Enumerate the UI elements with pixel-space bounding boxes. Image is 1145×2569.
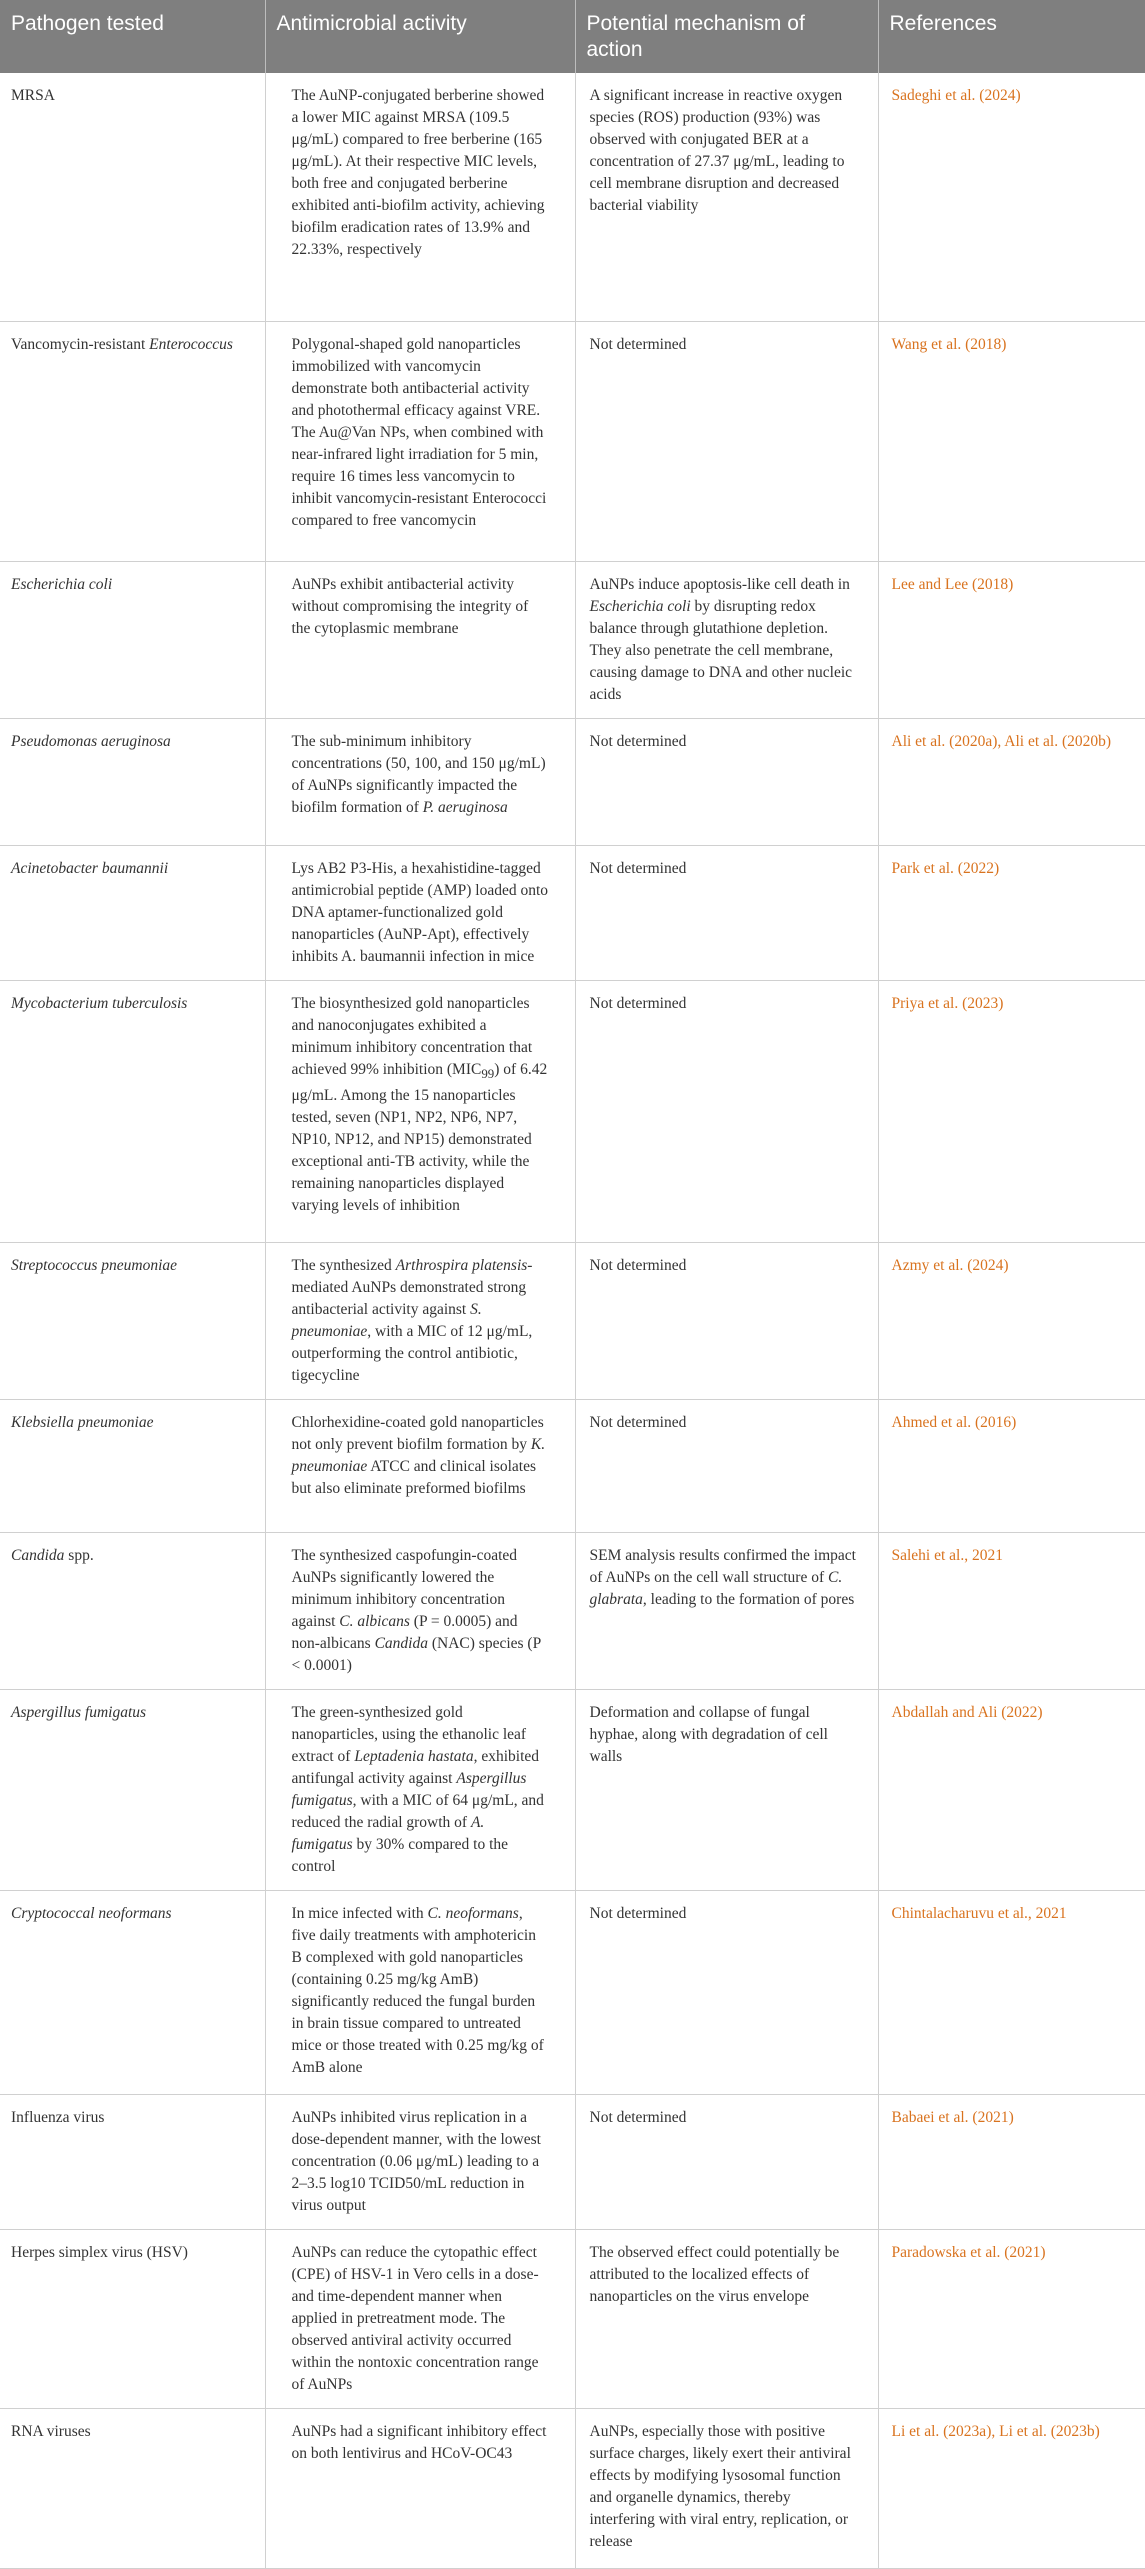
activity-italic: K. pneumoniae: [291, 1435, 546, 1475]
mechanism-cell: Not determined: [575, 718, 878, 845]
mechanism-cell: The observed effect could potentially be attributed to the localized effects of nanoparticles on the virus envelope: [575, 2229, 878, 2408]
table-row: [0, 845, 1145, 980]
reference-cell: [878, 718, 1145, 845]
reference-link[interactable]: Ali et al. (2020b): [1004, 732, 1112, 750]
activity-text: (NAC) species (P < 0.0001): [291, 1634, 541, 1674]
mechanism-cell: AuNPs, especially those with positive surface charges, likely exert their antiviral effects by modifying lysosomal function and organelle dynamics, thereby interfering with viral entry, replication, or release: [575, 2408, 878, 2568]
pathogen-cell: Escherichia coli: [0, 561, 265, 718]
activity-italic: Aspergillus fumigatus: [291, 1769, 527, 1809]
mechanism-text: , leading to the formation of pores: [642, 1590, 855, 1608]
table-row: [0, 561, 1145, 718]
reference-link[interactable]: Li et al. (2023b): [999, 2422, 1100, 2440]
mic-subscript: 99: [481, 1065, 495, 1081]
table-row: [0, 1242, 1145, 1399]
pathogen-cell: Acinetobacter baumannii: [0, 845, 265, 980]
activity-italic: Candida: [374, 1634, 428, 1652]
pathogen-cell: RNA viruses: [0, 2408, 265, 2568]
reference-link[interactable]: Babaei et al. (2021): [891, 2108, 1014, 2126]
activity-text: Chlorhexidine-coated gold nanoparticles not only prevent biofilm formation by: [291, 1413, 544, 1453]
reference-cell: [878, 2229, 1145, 2408]
activity-text: The synthesized caspofungin-coated AuNPs significantly lowered the minimum inhibitory concentration against: [291, 1546, 518, 1630]
reference-cell: [878, 1890, 1145, 2094]
table-row: [0, 980, 1145, 1242]
reference-cell: [878, 321, 1145, 561]
header-references: References: [878, 0, 1145, 73]
mechanism-text: AuNPs induce apoptosis-like cell death in: [589, 575, 850, 593]
pathogen-italic: Candida: [11, 1546, 65, 1564]
header-activity: Antimicrobial activity: [265, 0, 575, 73]
reference-link[interactable]: Salehi et al., 2021: [891, 1546, 1003, 1564]
mechanism-cell: Not determined: [575, 1242, 878, 1399]
pathogen-cell: Herpes simplex virus (HSV): [0, 2229, 265, 2408]
mechanism-cell: Not determined: [575, 321, 878, 561]
activity-cell: Lys AB2 P3-His, a hexahistidine-tagged antimicrobial peptide (AMP) loaded onto DNA aptamer-functionalized gold nanoparticles (AuNP-Apt), effectively inhibits A. baumannii infection in mice: [265, 845, 575, 980]
pathogen-cell: [0, 321, 265, 561]
table-row: [0, 1890, 1145, 2094]
activity-cell: [265, 718, 575, 845]
reference-link[interactable]: Priya et al. (2023): [891, 994, 1004, 1012]
activity-italic: Leptadenia hastata: [354, 1747, 474, 1765]
reference-cell: [878, 1532, 1145, 1689]
activity-cell: AuNPs inhibited virus replication in a dose-dependent manner, with the lowest concentration (0.06 μg/mL) leading to a 2–3.5 log10 TCID50/mL reduction in virus output: [265, 2094, 575, 2229]
table-header-row: [0, 0, 1145, 73]
activity-cell: Polygonal-shaped gold nanoparticles immobilized with vancomycin demonstrate both antibacterial activity and photothermal efficacy against VRE. The Au@Van NPs, when combined with near-infrared light irradiation for 5 min, require 16 times less vancomycin to inhibit vancomycin-resistant Enterococci compared to free vancomycin: [265, 321, 575, 561]
activity-text: by 30% compared to the control: [291, 1835, 509, 1875]
table-row: [0, 2094, 1145, 2229]
activity-cell: [265, 1532, 575, 1689]
activity-cell: [265, 1689, 575, 1890]
reference-link[interactable]: Paradowska et al. (2021): [891, 2243, 1046, 2261]
activity-text: , with a MIC of 12 μg/mL, outperforming the control antibiotic, tigecycline: [291, 1322, 533, 1384]
activity-text: ATCC and clinical isolates but also eliminate preformed biofilms: [291, 1457, 537, 1497]
activity-text: , exhibited antifungal activity against: [291, 1747, 540, 1787]
activity-text: ) of 6.42 μg/mL. Among the 15 nanoparticles tested, seven (NP1, NP2, NP6, NP7, NP10, NP12, and NP15) demonstrated exceptional anti-TB activity, while the remaining nanoparticles displayed varying levels of inhibition: [291, 1060, 548, 1214]
table-row: [0, 2408, 1145, 2568]
reference-cell: [878, 845, 1145, 980]
activity-italic: C. albicans: [339, 1612, 410, 1630]
activity-text: , with a MIC of 64 μg/mL, and reduced the radial growth of: [291, 1791, 544, 1831]
pathogen-italic: Enterococcus: [149, 335, 233, 353]
activity-cell: [265, 1399, 575, 1532]
reference-cell: [878, 561, 1145, 718]
activity-text: The biosynthesized gold nanoparticles and nanoconjugates exhibited a minimum inhibitory concentration that achieved 99% inhibition (MIC: [291, 994, 533, 1078]
reference-cell: [878, 1399, 1145, 1532]
activity-cell: AuNPs can reduce the cytopathic effect (CPE) of HSV-1 in Vero cells in a dose- and time-dependent manner when applied in pretreatment mode. The observed antiviral activity occurred within the nontoxic concentration range of AuNPs: [265, 2229, 575, 2408]
reference-link[interactable]: Sadeghi et al. (2024): [891, 87, 1021, 104]
activity-italic: P. aeruginosa: [422, 798, 508, 816]
reference-cell: [878, 73, 1145, 321]
reference-link[interactable]: Azmy et al. (2024): [891, 1256, 1009, 1274]
reference-cell: [878, 980, 1145, 1242]
reference-separator: ,: [997, 732, 1005, 750]
activity-cell: [265, 980, 575, 1242]
header-pathogen: Pathogen tested: [0, 0, 265, 73]
reference-separator: ,: [991, 2422, 1000, 2440]
pathogen-cell: MRSA: [0, 73, 265, 321]
pathogen-cell: Aspergillus fumigatus: [0, 1689, 265, 1890]
mechanism-cell: [575, 561, 878, 718]
activity-text: The green-synthesized gold nanoparticles, using the ethanolic leaf extract of: [291, 1703, 527, 1765]
pathogen-cell: Cryptococcal neoformans: [0, 1890, 265, 2094]
reference-link[interactable]: Wang et al. (2018): [891, 335, 1007, 353]
activity-text: (P = 0.0005) and non-albicans: [291, 1612, 518, 1652]
mechanism-cell: Not determined: [575, 2094, 878, 2229]
header-mechanism: Potential mechanism of action: [575, 0, 878, 73]
activity-text: -mediated AuNPs demonstrated strong antibacterial activity against: [291, 1256, 533, 1318]
reference-link[interactable]: Li et al. (2023a): [891, 2422, 992, 2440]
activity-italic: C. neoformans: [427, 1904, 519, 1922]
pathogen-cell: Klebsiella pneumoniae: [0, 1399, 265, 1532]
mechanism-cell: Not determined: [575, 845, 878, 980]
activity-text: The sub-minimum inhibitory concentrations (50, 100, and 150 μg/mL) of AuNPs significantly impacted the biofilm formation of: [291, 732, 546, 816]
pathogen-text: spp.: [64, 1546, 94, 1564]
mechanism-cell: [575, 1532, 878, 1689]
reference-link[interactable]: Lee and Lee (2018): [891, 575, 1014, 593]
pathogen-cell: Streptococcus pneumoniae: [0, 1242, 265, 1399]
mechanism-cell: Deformation and collapse of fungal hyphae, along with degradation of cell walls: [575, 1689, 878, 1890]
activity-cell: AuNPs had a significant inhibitory effect on both lentivirus and HCoV-OC43: [265, 2408, 575, 2568]
pathogen-cell: Influenza virus: [0, 2094, 265, 2229]
activity-text: , five daily treatments with amphotericin B complexed with gold nanoparticles (containing 0.25 mg/kg AmB) significantly reduced the fungal burden in brain tissue compared to untreated mice or those treated with 0.25 mg/kg of AmB alone: [291, 1904, 544, 2076]
reference-cell: [878, 2094, 1145, 2229]
reference-cell: [878, 2408, 1145, 2568]
activity-cell: AuNPs exhibit antibacterial activity without compromising the integrity of the cytoplasmic membrane: [265, 561, 575, 718]
table-row: [0, 73, 1145, 321]
pathogen-cell: [0, 1532, 265, 1689]
activity-italic: S. pneumoniae: [291, 1300, 482, 1340]
reference-link[interactable]: Abdallah and Ali (2022): [891, 1703, 1043, 1721]
mechanism-cell: Not determined: [575, 980, 878, 1242]
reference-link[interactable]: Chintalacharuvu et al., 2021: [891, 1904, 1067, 1922]
reference-link[interactable]: Ali et al. (2020a): [891, 732, 998, 750]
activity-italic: Arthrospira platensis: [395, 1256, 528, 1274]
reference-cell: [878, 1242, 1145, 1399]
reference-cell: [878, 1689, 1145, 1890]
table-row: [0, 321, 1145, 561]
table-row: [0, 2229, 1145, 2408]
activity-italic: A. fumigatus: [291, 1813, 485, 1853]
pathogen-cell: Pseudomonas aeruginosa: [0, 718, 265, 845]
activity-cell: The AuNP-conjugated berberine showed a lower MIC against MRSA (109.5 μg/mL) compared to free berberine (165 μg/mL). At their respective MIC levels, both free and conjugated berberine exhibited anti-biofilm activity, achieving biofilm eradication rates of 13.9% and 22.33%, respectively: [265, 73, 575, 321]
activity-cell: [265, 1242, 575, 1399]
table-row: [0, 1689, 1145, 1890]
activity-text: The synthesized: [291, 1256, 396, 1274]
activity-text: In mice infected with: [291, 1904, 428, 1922]
mechanism-italic: Escherichia coli: [589, 597, 691, 615]
table-row: [0, 1532, 1145, 1689]
mechanism-text: by disrupting redox balance through glutathione depletion. They also penetrate the cell membrane, causing damage to DNA and other nucleic acids: [589, 597, 853, 703]
mechanism-cell: A significant increase in reactive oxygen species (ROS) production (93%) was observed with conjugated BER at a concentration of 27.37 μg/mL, leading to cell membrane disruption and decreased bacterial viability: [575, 73, 878, 321]
mechanism-cell: Not determined: [575, 1399, 878, 1532]
mechanism-italic: C. glabrata: [589, 1568, 843, 1608]
pathogen-cell: Mycobacterium tuberculosis: [0, 980, 265, 1242]
activity-cell: [265, 1890, 575, 2094]
mechanism-cell: Not determined: [575, 1890, 878, 2094]
table-row: [0, 1399, 1145, 1532]
mechanism-text: SEM analysis results confirmed the impact of AuNPs on the cell wall structure of: [589, 1546, 856, 1586]
reference-link[interactable]: Ahmed et al. (2016): [891, 1413, 1017, 1431]
table-row: [0, 718, 1145, 845]
reference-link[interactable]: Park et al. (2022): [891, 859, 1000, 877]
pathogen-text: Vancomycin-resistant: [11, 335, 150, 353]
